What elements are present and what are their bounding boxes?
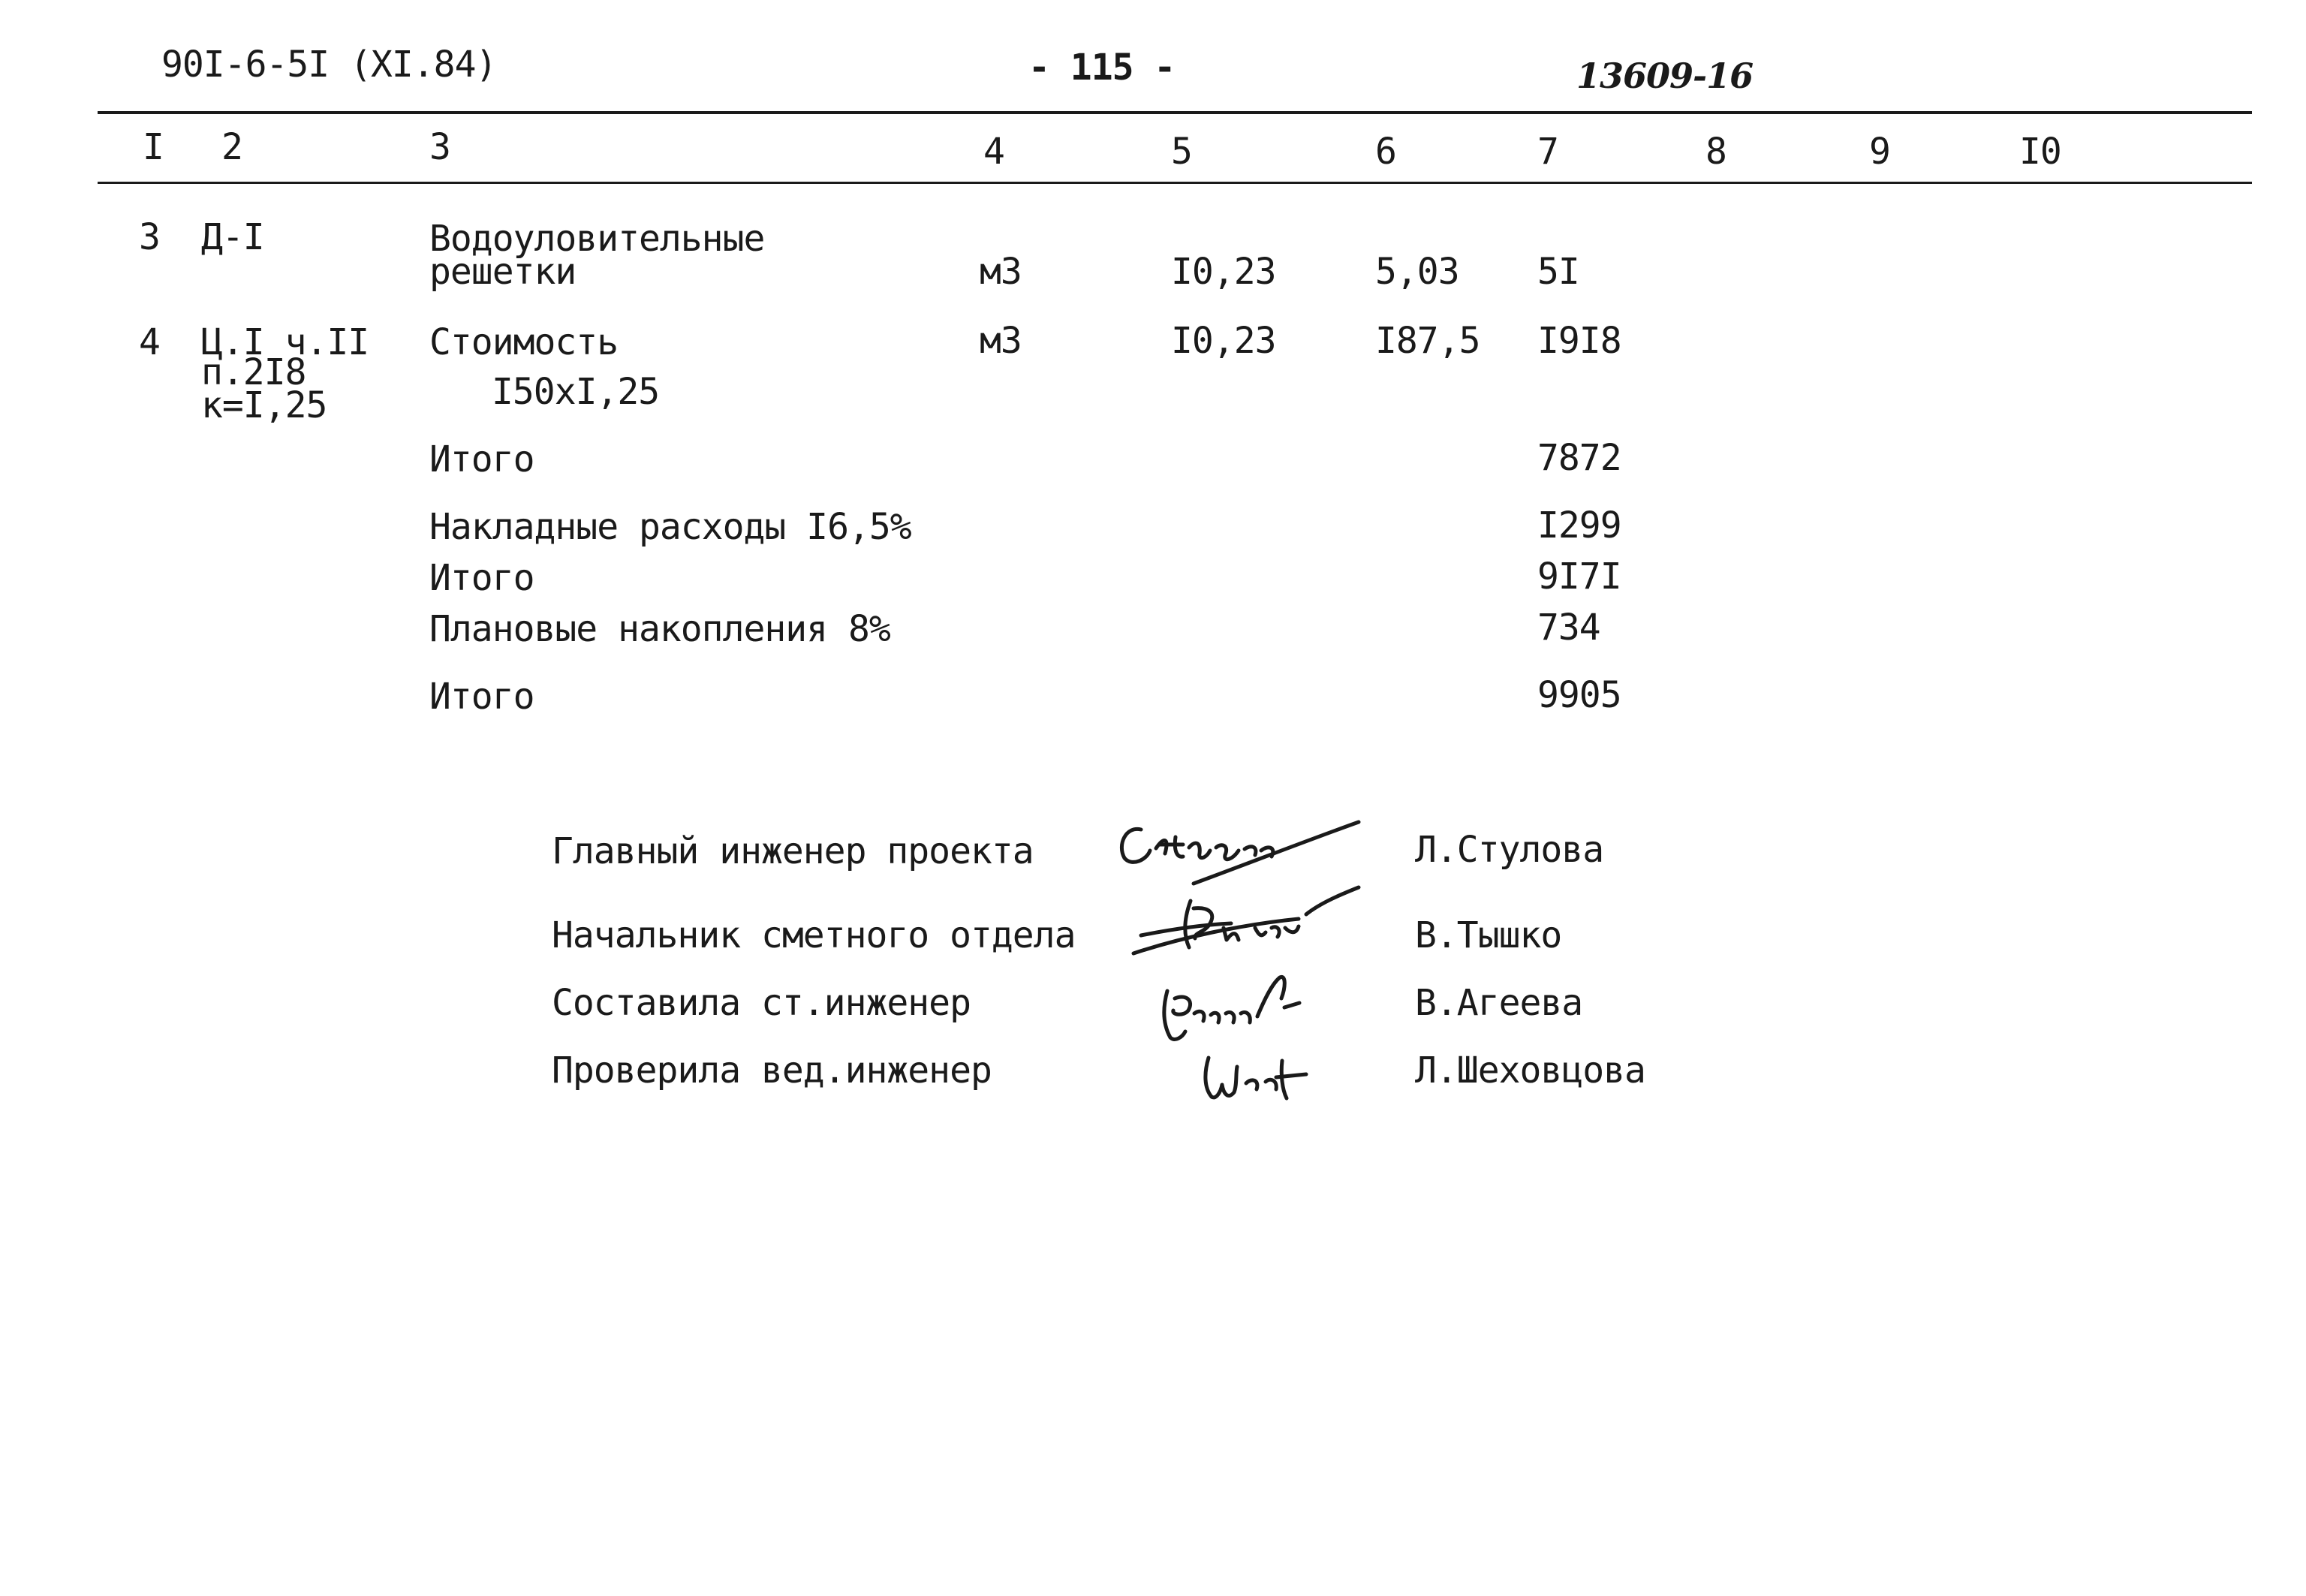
signer-role: Составила ст.инженер xyxy=(552,982,971,1024)
column-header: 6 xyxy=(1375,131,1396,173)
total-label: Итого xyxy=(429,438,534,480)
row-total: I9I8 xyxy=(1537,320,1621,362)
planned-savings-label: Плановые накопления 8% xyxy=(429,608,890,650)
row-reference: Д-I xyxy=(201,216,264,258)
signer-name: В.Агеева xyxy=(1415,982,1583,1024)
column-header: 4 xyxy=(983,131,1004,173)
overhead-value: I299 xyxy=(1537,504,1621,547)
signer-name: Л.Стулова xyxy=(1415,829,1604,871)
row-name: решетки xyxy=(429,251,576,293)
column-header: 7 xyxy=(1537,131,1558,173)
signer-role: Начальник сметного отдела xyxy=(552,914,1076,956)
grand-total-label: Итого xyxy=(429,676,534,718)
overhead-label: Накладные расходы I6,5% xyxy=(429,506,911,548)
column-header: 5 xyxy=(1171,131,1192,173)
signer-role: Главный инженер проекта xyxy=(552,830,1034,872)
total-value: 7872 xyxy=(1537,437,1621,479)
table-header-rule xyxy=(98,182,2252,184)
signature-tyshko xyxy=(1118,886,1374,976)
column-header: 9 xyxy=(1869,131,1890,173)
signer-name: В.Тышко xyxy=(1415,914,1562,956)
table-top-rule xyxy=(98,111,2252,114)
page-number: - 115 - xyxy=(1028,47,1176,89)
row-name: Стоимость xyxy=(429,321,619,363)
column-header: I xyxy=(143,126,164,168)
total-label: Итого xyxy=(429,557,534,599)
row-reference: Ц.I ч.II xyxy=(201,321,369,363)
planned-savings-value: 734 xyxy=(1537,607,1600,649)
row-quantity: I0,23 xyxy=(1171,320,1276,362)
column-header: 8 xyxy=(1705,131,1726,173)
row-name: Водоуловительные xyxy=(429,218,765,260)
row-number: 3 xyxy=(139,216,160,258)
row-number: 4 xyxy=(139,321,160,363)
total-value: 9I7I xyxy=(1537,556,1621,598)
row-unit: м3 xyxy=(980,251,1022,293)
stamp-number: 13609-16 xyxy=(1576,56,1754,96)
row-name: I50xI,25 xyxy=(492,371,660,413)
grand-total-value: 9905 xyxy=(1537,674,1621,716)
column-header: 3 xyxy=(429,126,450,168)
row-quantity: I0,23 xyxy=(1171,251,1276,293)
column-header: 2 xyxy=(221,126,242,168)
document-code: 90I-6-5I (XI.84) xyxy=(161,44,497,86)
signer-name: Л.Шеховцова xyxy=(1415,1049,1645,1092)
row-reference: п.2I8 xyxy=(201,351,306,393)
row-unit: м3 xyxy=(980,320,1022,362)
row-price: I87,5 xyxy=(1375,320,1480,362)
signer-role: Проверила вед.инженер xyxy=(552,1049,992,1092)
signature-stulova xyxy=(1111,815,1366,897)
signature-shekhovtsova xyxy=(1194,1040,1344,1115)
signature-ageeva xyxy=(1152,968,1362,1051)
row-reference: к=I,25 xyxy=(201,384,327,426)
column-header: I0 xyxy=(2019,131,2061,173)
row-price: 5,03 xyxy=(1375,251,1459,293)
row-total: 5I xyxy=(1537,251,1579,293)
